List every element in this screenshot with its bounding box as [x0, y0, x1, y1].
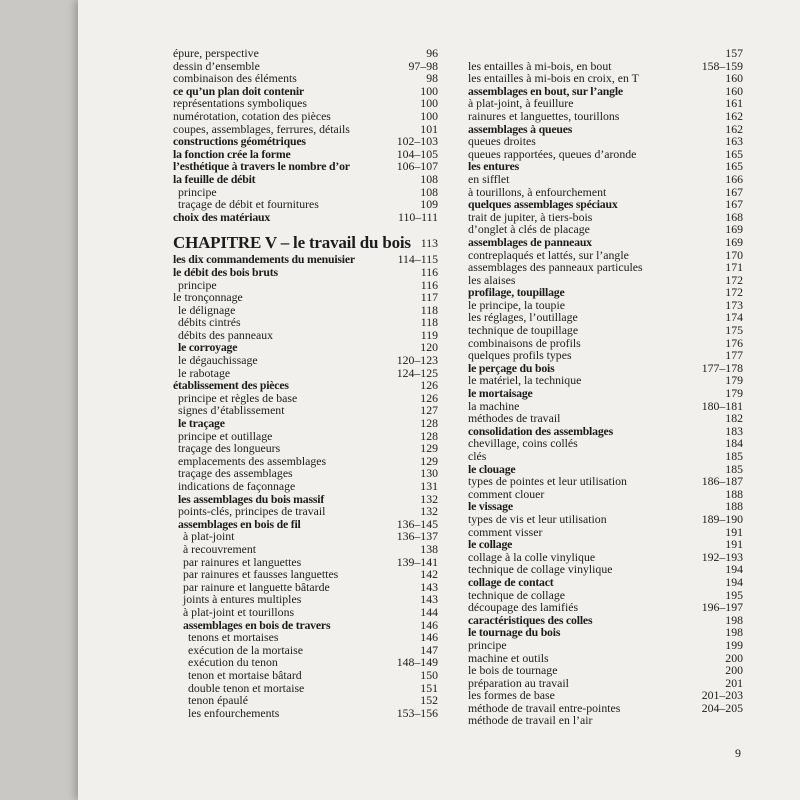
toc-entry [468, 689, 743, 702]
toc-entry [173, 442, 438, 455]
entry-page-number: 130 [420, 466, 438, 481]
toc-entry [468, 714, 743, 727]
entry-title: traçage des assemblages [178, 466, 293, 481]
entry-title: signes d’établissement [178, 403, 285, 418]
toc-entry [468, 513, 743, 526]
entry-page-number: 108 [420, 171, 438, 186]
toc-entry [468, 450, 743, 463]
entry-page-number: 171 [725, 260, 743, 275]
entry-page-number: 175 [725, 323, 743, 338]
entry-page-number: 138 [420, 541, 438, 556]
entry-title: technique de toupillage [468, 323, 579, 338]
toc-entry [468, 437, 743, 450]
entry-title: comment visser [468, 524, 543, 539]
entry-page-number: 126 [420, 378, 438, 393]
entry-page-number: 168 [725, 209, 743, 224]
toc-entry [468, 261, 743, 274]
toc-entry [173, 198, 438, 211]
entry-page-number: 143 [420, 579, 438, 594]
entry-title: le matériel, la technique [468, 373, 582, 388]
entry-title: numérotation, cotation des pièces [173, 108, 331, 123]
entry-page-number: 118 [420, 302, 438, 317]
toc-entry [173, 211, 438, 224]
entry-page-number: 161 [725, 96, 743, 111]
entry-title: la feuille de débit [173, 171, 256, 186]
entry-page-number: 183 [725, 423, 743, 438]
entry-title: les entures [468, 159, 519, 174]
entry-page-number: 150 [420, 667, 438, 682]
entry-page-number: 118 [420, 315, 438, 330]
toc-entry [173, 266, 438, 279]
toc-entry [468, 72, 743, 85]
entry-title: consolidation des assemblages [468, 423, 613, 438]
toc-entry [173, 417, 438, 430]
entry-page-number: 160 [725, 83, 743, 98]
entry-page-number: 116 [420, 277, 438, 292]
entry-page-number: 136–137 [396, 529, 438, 544]
toc-entry [173, 505, 438, 518]
entry-page-number: 109 [420, 197, 438, 212]
toc-entry [468, 626, 743, 639]
entry-title: le mortaisage [468, 386, 533, 401]
toc-entry [468, 286, 743, 299]
entry-page-number: 165 [725, 146, 743, 161]
entry-title: le collage [468, 537, 513, 552]
entry-page-number: 100 [420, 96, 438, 111]
toc-entry [173, 707, 438, 720]
entry-page-number: 120 [420, 340, 438, 355]
entry-title: trait de jupiter, à tiers-bois [468, 209, 593, 224]
toc-entry [468, 160, 743, 173]
entry-page-number: 152 [420, 693, 438, 708]
entry-page-number: 170 [725, 247, 743, 262]
entry-page-number: 194 [725, 574, 743, 589]
entry-page-number: 188 [725, 486, 743, 501]
entry-title: tenon et mortaise bâtard [188, 667, 302, 682]
entry-title: épure, perspective [173, 46, 259, 60]
entry-page-number: 185 [725, 461, 743, 476]
entry-title: les assemblages du bois massif [178, 491, 325, 506]
entry-page-number: 147 [420, 642, 438, 657]
entry-page-number: 131 [420, 479, 438, 493]
entry-title: quelques assemblages spéciaux [468, 197, 618, 212]
entry-page-number: 189–190 [701, 511, 743, 526]
entry-title: joints à entures multiples [183, 592, 302, 607]
entry-page-number: 124–125 [396, 365, 438, 380]
entry-page-number: 180–181 [701, 398, 743, 413]
entry-title: coupes, assemblages, ferrures, détails [173, 121, 350, 136]
toc-entry [468, 236, 743, 249]
toc-entry [468, 324, 743, 337]
entry-page-number: 128 [420, 428, 438, 443]
entry-title: à plat-joint et tourillons [183, 604, 295, 619]
entry-page-number: 144 [420, 604, 438, 619]
entry-page-number: 198 [725, 612, 743, 627]
toc-entry [173, 110, 438, 123]
entry-title: principe [178, 184, 217, 199]
entry-page-number: 173 [725, 297, 743, 312]
entry-page-number: 184 [725, 436, 743, 451]
entry-title: la machine [468, 398, 520, 413]
toc-entry [468, 475, 743, 488]
toc-entry [468, 47, 743, 60]
entry-title: exécution du tenon [188, 655, 278, 670]
entry-page-number: 172 [725, 272, 743, 287]
entry-page-number: 119 [420, 327, 438, 342]
entry-page-number: 127 [420, 403, 438, 418]
entry-title: méthodes de travail [468, 411, 561, 426]
toc-entry [173, 606, 438, 619]
entry-page-number: 179 [725, 386, 743, 401]
toc-right-column [468, 47, 743, 727]
entry-page-number: 113 [420, 236, 438, 251]
entry-title: en sifflet [468, 171, 510, 186]
entry-page-number: 186–187 [701, 474, 743, 489]
entry-page-number: 172 [725, 285, 743, 300]
entry-page-number: 143 [420, 592, 438, 607]
entry-title: CHAPITRE V – le travail du bois [173, 233, 411, 253]
entry-page-number: 104–105 [396, 146, 438, 161]
entry-title: combinaison des éléments [173, 71, 297, 86]
entry-title: comment clouer [468, 486, 545, 501]
toc-entry [173, 72, 438, 85]
entry-title: le clouage [468, 461, 516, 476]
entry-title: le tronçonnage [173, 290, 243, 305]
toc-entry [468, 173, 743, 186]
entry-title: établissement des pièces [173, 378, 289, 393]
entry-page-number: 114–115 [397, 252, 438, 267]
entry-title: emplacements des assemblages [178, 453, 327, 468]
entry-page-number: 153–156 [396, 705, 438, 720]
toc-entry [468, 135, 743, 148]
entry-page-number: 200 [725, 663, 743, 678]
entry-title: débits cintrés [178, 315, 241, 330]
toc-entry [468, 576, 743, 589]
toc-entry [173, 135, 438, 148]
entry-title: par rainures et languettes [183, 554, 302, 569]
chapter-heading [173, 233, 438, 253]
entry-title: à plat-joint [183, 529, 235, 544]
entry-page-number: 176 [725, 335, 743, 350]
entry-title: le délignage [178, 302, 236, 317]
entry-page-number: 201–203 [701, 688, 743, 703]
entry-page-number: 177 [725, 348, 743, 363]
entry-page-number: 120–123 [396, 353, 438, 368]
entry-title: caractéristiques des colles [468, 612, 593, 627]
toc-entry [173, 316, 438, 329]
entry-title: exécution de la mortaise [188, 642, 303, 657]
entry-page-number: 100 [420, 108, 438, 123]
entry-title: choix des matériaux [173, 209, 271, 224]
entry-title: la fonction crée la forme [173, 146, 291, 161]
entry-page-number: 198 [725, 625, 743, 640]
entry-title: chevillage, coins collés [468, 436, 578, 451]
entry-title: le bois de tournage [468, 663, 558, 678]
entry-title: le vissage [468, 499, 513, 514]
entry-title: technique de collage vinylique [468, 562, 613, 577]
entry-title: combinaisons de profils [468, 335, 581, 350]
toc-entry [173, 631, 438, 644]
entry-page-number: 182 [725, 411, 743, 426]
entry-page-number: 194 [725, 562, 743, 577]
entry-page-number: 191 [725, 537, 743, 552]
toc-entry [173, 379, 438, 392]
page-number: 9 [735, 746, 741, 760]
entry-page-number: 196–197 [701, 600, 743, 615]
entry-title: les enfourchements [188, 705, 280, 720]
entry-title: indications de façonnage [178, 479, 296, 493]
entry-title: découpage des lamifiés [468, 600, 579, 615]
entry-title: méthode de travail en l’air [468, 713, 593, 728]
entry-title: à recouvrement [183, 541, 257, 556]
entry-page-number: 136–145 [396, 516, 438, 531]
entry-title: traçage des longueurs [178, 441, 281, 456]
entry-page-number: 132 [420, 491, 438, 506]
entry-title: le principe, la toupie [468, 297, 565, 312]
entry-title: types de pointes et leur utilisation [468, 474, 627, 489]
entry-title: tenons et mortaises [188, 630, 279, 645]
entry-title: types de vis et leur utilisation [468, 511, 607, 526]
entry-title: le corroyage [178, 340, 238, 355]
entry-title: le traçage [178, 416, 225, 431]
entry-title: le rabotage [178, 365, 231, 380]
entry-title: queues rapportées, queues d’aronde [468, 146, 637, 161]
entry-title: contreplaqués et lattés, sur l’angle [468, 247, 629, 262]
entry-title: constructions géométriques [173, 134, 306, 149]
entry-page-number: 166 [725, 171, 743, 186]
toc-entry [173, 480, 438, 493]
toc-entry [173, 47, 438, 60]
entry-title: assemblages de panneaux [468, 234, 592, 249]
entry-page-number: 169 [725, 222, 743, 237]
entry-title: à tourillons, à enfourchement [468, 184, 607, 199]
toc-entry [173, 568, 438, 581]
toc-entry [468, 664, 743, 677]
toc-entry [468, 198, 743, 211]
entry-title: d’onglet à clés de placage [468, 222, 590, 237]
book-page [78, 0, 800, 800]
entry-page-number: 146 [420, 617, 438, 632]
toc-entry [173, 669, 438, 682]
entry-page-number: 98 [426, 71, 438, 86]
entry-title: par rainures et fausses languettes [183, 567, 339, 582]
entry-page-number: 191 [725, 524, 743, 539]
entry-title: queues droites [468, 134, 536, 149]
entry-page-number: 142 [420, 567, 438, 582]
entry-page-number: 158–159 [701, 58, 743, 73]
entry-page-number: 174 [725, 310, 743, 325]
toc-entry [173, 543, 438, 556]
entry-page-number: 100 [420, 83, 438, 98]
entry-page-number: 129 [420, 441, 438, 456]
entry-page-number: 160 [725, 71, 743, 86]
entry-title: les entailles à mi-bois en croix, en T [468, 71, 639, 86]
toc-entry [468, 349, 743, 362]
entry-title: à plat-joint, à feuillure [468, 96, 574, 111]
toc-entry [468, 387, 743, 400]
entry-title: le dégauchissage [178, 353, 258, 368]
entry-title: débits des panneaux [178, 327, 274, 342]
entry-title: assemblages en bois de travers [183, 617, 331, 632]
entry-title: rainures et languettes, tourillons [468, 108, 620, 123]
entry-page-number: 96 [426, 46, 438, 60]
toc-entry [173, 291, 438, 304]
entry-page-number: 157 [725, 46, 743, 60]
entry-title: clés [468, 449, 487, 463]
entry-page-number: 129 [420, 453, 438, 468]
entry-title: les réglages, l’outillage [468, 310, 578, 325]
entry-title: collage à la colle vinylique [468, 549, 596, 564]
entry-page-number: 179 [725, 373, 743, 388]
entry-title: technique de collage [468, 587, 565, 602]
entry-page-number: 162 [725, 121, 743, 136]
entry-page-number: 167 [725, 184, 743, 199]
entry-page-number: 199 [725, 637, 743, 652]
entry-page-number: 165 [725, 159, 743, 174]
entry-title: points-clés, principes de travail [178, 504, 326, 519]
entry-page-number: 204–205 [701, 700, 743, 715]
entry-title: principe et règles de base [178, 390, 298, 405]
entry-page-number: 97–98 [408, 58, 438, 73]
entry-page-number: 126 [420, 390, 438, 405]
toc-entry [468, 639, 743, 652]
toc-entry [468, 110, 743, 123]
entry-page-number: 163 [725, 134, 743, 149]
toc-entry [173, 173, 438, 186]
entry-title: machine et outils [468, 650, 549, 665]
entry-title: collage de contact [468, 574, 554, 589]
entry-page-number: 139–141 [396, 554, 438, 569]
toc-entry [468, 412, 743, 425]
entry-title: principe et outillage [178, 428, 273, 443]
entry-title: dessin d’ensemble [173, 58, 260, 73]
entry-title: méthode de travail entre-pointes [468, 700, 621, 715]
entry-title: les dix commandements du menuisier [173, 252, 355, 267]
entry-title: le perçage du bois [468, 360, 555, 375]
entry-page-number: 108 [420, 184, 438, 199]
entry-title: principe [468, 637, 507, 652]
toc-entry [173, 694, 438, 707]
entry-title: les alaises [468, 272, 516, 287]
entry-title: préparation au travail [468, 675, 569, 690]
entry-page-number: 162 [725, 108, 743, 123]
entry-page-number: 132 [420, 504, 438, 519]
entry-page-number: 188 [725, 499, 743, 514]
entry-title: double tenon et mortaise [188, 680, 305, 695]
entry-page-number: 177–178 [701, 360, 743, 375]
entry-title: assemblages à queues [468, 121, 573, 136]
entry-page-number: 195 [725, 587, 743, 602]
entry-title: le tournage du bois [468, 625, 561, 640]
entry-page-number: 201 [725, 675, 743, 690]
entry-title: assemblages des panneaux particules [468, 260, 643, 275]
entry-page-number: 185 [725, 449, 743, 463]
entry-title: l’esthétique à travers le nombre d’or [173, 159, 350, 174]
entry-page-number: 117 [420, 290, 438, 305]
entry-title: ce qu’un plan doit contenir [173, 83, 304, 98]
entry-title: tenon épaulé [188, 693, 248, 708]
entry-title: assemblages en bois de fil [178, 516, 301, 531]
entry-page-number: 169 [725, 234, 743, 249]
entry-page-number: 128 [420, 416, 438, 431]
toc-entry [468, 538, 743, 551]
entry-title: assemblages en bout, sur l’angle [468, 83, 623, 98]
entry-page-number: 146 [420, 630, 438, 645]
entry-page-number: 116 [420, 264, 438, 279]
entry-page-number: 110–111 [398, 209, 438, 224]
entry-title: par rainure et languette bâtarde [183, 579, 330, 594]
entry-page-number: 102–103 [396, 134, 438, 149]
entry-page-number: 167 [725, 197, 743, 212]
entry-title: les entailles à mi-bois, en bout [468, 58, 612, 73]
entry-page-number: 192–193 [701, 549, 743, 564]
entry-page-number: 101 [420, 121, 438, 136]
entry-title: traçage de débit et fournitures [178, 197, 319, 212]
entry-title: quelques profils types [468, 348, 572, 363]
entry-title: les formes de base [468, 688, 555, 703]
entry-title: profilage, toupillage [468, 285, 565, 300]
entry-page-number: 200 [725, 650, 743, 665]
entry-page-number: 148–149 [396, 655, 438, 670]
toc-left-column [173, 47, 438, 719]
toc-entry [173, 354, 438, 367]
entry-page-number: 151 [420, 680, 438, 695]
entry-page-number: 106–107 [396, 159, 438, 174]
entry-title: représentations symboliques [173, 96, 307, 111]
entry-title: principe [178, 277, 217, 292]
entry-title: le débit des bois bruts [173, 264, 278, 279]
toc-entry [468, 601, 743, 614]
